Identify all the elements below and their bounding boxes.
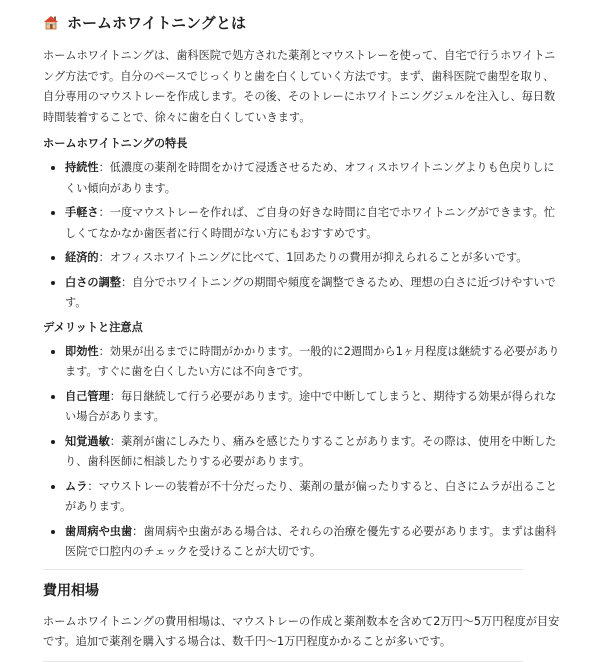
list-item-text: ：一度マウストレーを作れば、ご自身の好きな時間に自宅でホワイトニングができます。忙しくてなかなか歯医者に行く時間がない方にもおすすめです。: [65, 206, 556, 240]
house-icon: [43, 14, 59, 30]
list-item-text: ：低濃度の薬剤を時間をかけて浸透させるため、オフィスホワイトニングよりも色戻りしにくい傾向があります。: [65, 161, 555, 195]
list-item: [43, 522, 560, 563]
list-item-term: 即効性: [65, 344, 99, 358]
bullet-icon: [51, 211, 55, 215]
list-item-text: ：マウストレーの装着が不十分だったり、薬剤の量が偏ったりすると、白さにムラが出ることがあります。: [65, 479, 557, 513]
list-item-term: 持続性: [65, 161, 99, 174]
list-item-term: 白さの調整: [65, 275, 121, 289]
list-item: [43, 203, 560, 244]
list-item-term: ムラ: [65, 479, 88, 493]
section-divider: [43, 569, 523, 570]
cost-heading: 費用相場: [43, 582, 99, 599]
section-heading-home-whitening: [43, 11, 560, 33]
bullet-icon: [51, 395, 55, 399]
bullet-icon: [51, 440, 55, 444]
list-item: [43, 248, 560, 269]
list-item-text: ：オフィスホワイトニングに比べて、1回あたりの費用が抑えられることが多いです。: [98, 251, 528, 264]
bullet-icon: [51, 485, 55, 489]
bullet-icon: [51, 530, 55, 534]
list-item: [43, 273, 560, 314]
section-title: ホームホワイトニングとは: [67, 13, 246, 32]
list-item-term: 知覚過敏: [65, 434, 110, 448]
list-item-term: 経済的: [65, 251, 99, 264]
list-item-term: 歯周病や虫歯: [65, 524, 133, 538]
list-item: [43, 477, 560, 518]
list-item-term: 自己管理: [65, 389, 110, 403]
list-item: [43, 432, 560, 473]
list-item-text: ：歯周病や虫歯がある場合は、それらの治療を優先する必要があります。まずは歯科医院で口腔内のチェックを受けることが大切です。: [65, 524, 557, 558]
cost-paragraph: ホームホワイトニングの費用相場は、マウストレーの作成と薬剤数本を含めて2万円〜5万円程度が目安です。追加で薬剤を購入する場合は、数千円〜1万円程度かかることが多いです。: [43, 614, 560, 648]
bullet-icon: [51, 166, 55, 170]
demerits-heading: デメリットと注意点: [43, 320, 143, 334]
list-item: [43, 342, 560, 383]
list-item-text: ：薬剤が歯にしみたり、痛みを感じたりすることがあります。その際は、使用を中断したり、歯科医師に相談したりする必要があります。: [65, 434, 557, 468]
bullet-icon: [51, 350, 55, 354]
section-divider: [43, 661, 523, 662]
list-item: [43, 387, 560, 428]
bullet-icon: [51, 281, 55, 285]
features-list: [43, 158, 560, 314]
intro-paragraph: ホームホワイトニングは、歯科医院で処方された薬剤とマウストレーを使って、自宅で行うホワイトニング方法です。自分のペースでじっくりと歯を白くしていく方法です。まず、歯科医院で歯型を取り、自分専用のマウストレーを作成します。その後、そのトレーにホワイトニングジェルを注入し、毎日数時間装着することで、徐々に歯を白くしていきます。: [43, 49, 556, 124]
list-item-term: 手軽さ: [65, 206, 99, 219]
list-item-text: ：毎日継続して行う必要があります。途中で中断してしまうと、期待する効果が得られない場合があります。: [65, 389, 557, 423]
list-item-text: ：自分でホワイトニングの期間や頻度を調整できるため、理想の白さに近づけやすいです。: [65, 275, 556, 309]
demerits-list: [43, 342, 560, 563]
bullet-icon: [51, 256, 55, 260]
list-item: [43, 158, 560, 199]
list-item-text: ：効果が出るまでに時間がかかります。一般的に2週間から1ヶ月程度は継続する必要があります。すぐに歯を白くしたい方には不向きです。: [65, 344, 560, 378]
features-heading: ホームホワイトニングの特長: [43, 137, 188, 150]
